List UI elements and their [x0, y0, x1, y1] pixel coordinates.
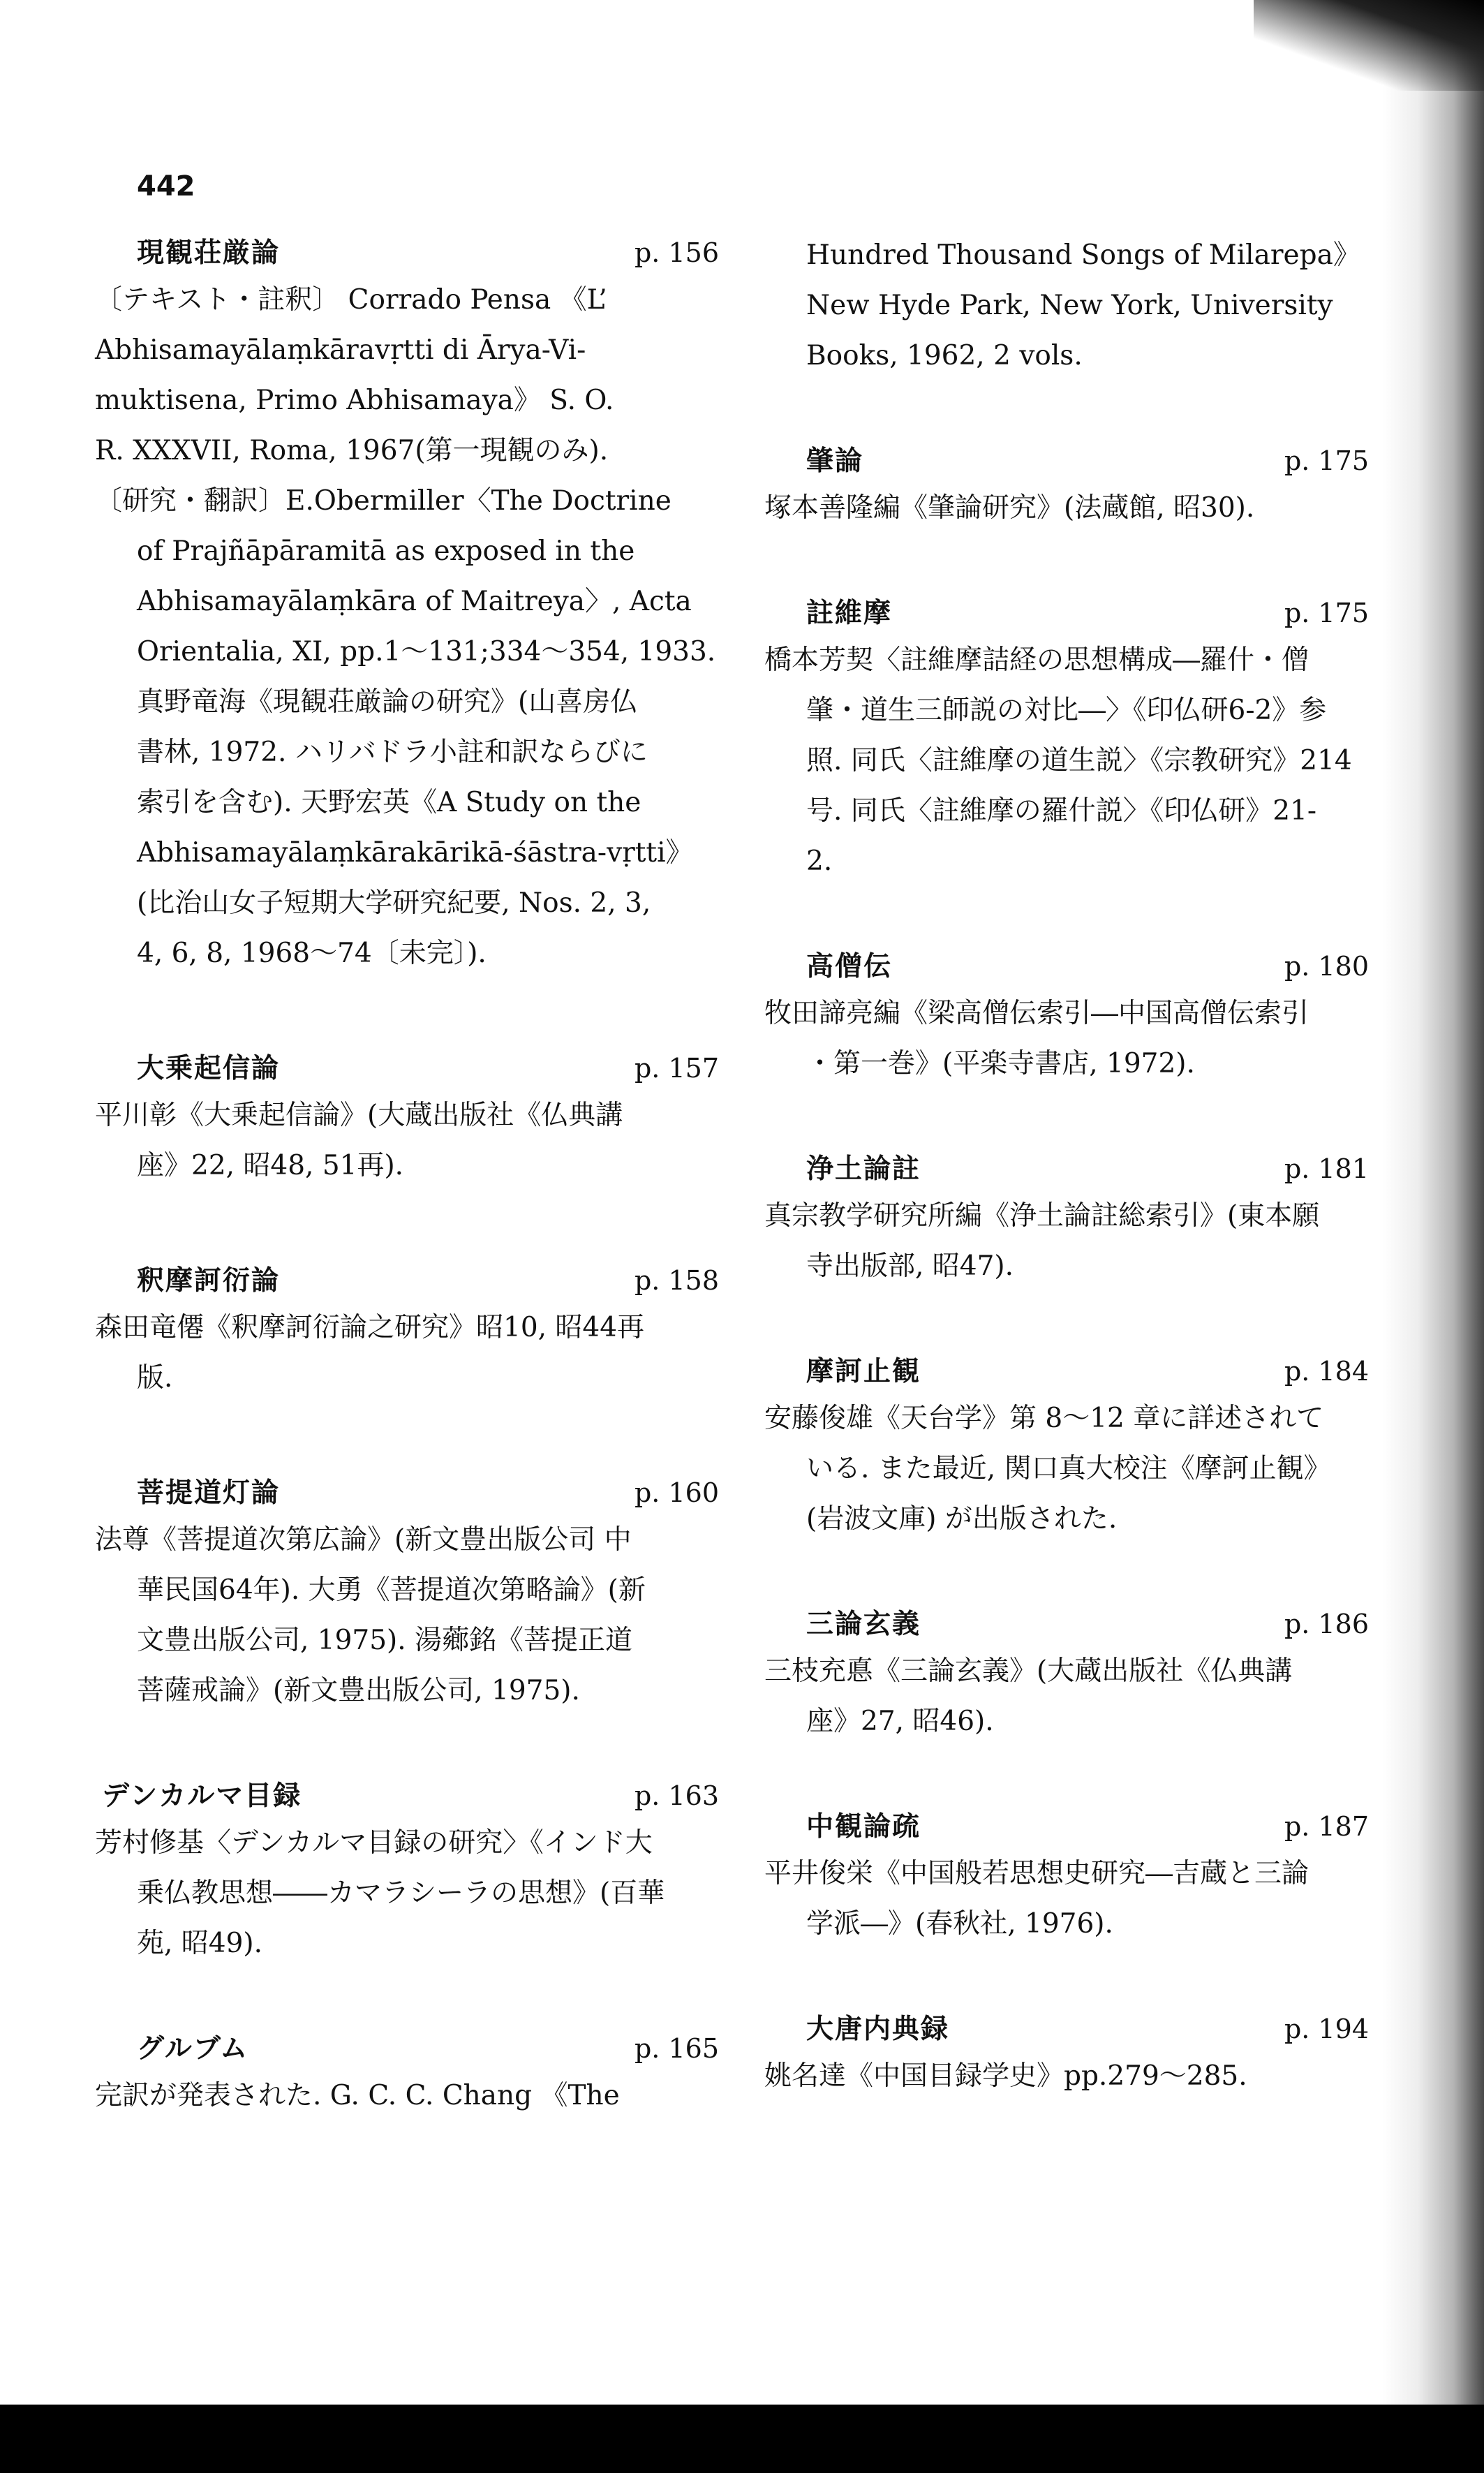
- text-line: Abhisamayālaṃkāravṛtti di Ārya-Vi-: [95, 334, 586, 366]
- entry-heading: [764, 591, 1369, 635]
- entry-title: 中観論疏: [806, 1811, 921, 1843]
- text-line: 寺出版部, 昭47).: [806, 1250, 1014, 1282]
- entry-title: 菩提道灯論: [137, 1477, 281, 1509]
- entry-title: 註維摩: [806, 598, 893, 629]
- entry-heading: [764, 438, 1369, 483]
- entry-heading: [95, 1470, 719, 1515]
- text-line: (岩波文庫) が出版された.: [806, 1503, 1118, 1535]
- entry-paragraph: [764, 483, 1369, 533]
- entry-heading: [764, 1804, 1369, 1849]
- left-column: [95, 230, 719, 2121]
- text-line: 号. 同氏〈註維摩の羅什説〉《印仏研》21-: [806, 795, 1317, 827]
- entry-heading: [95, 1773, 719, 1818]
- entry-shakumakaen-ron: [95, 1258, 719, 1403]
- entry-page-ref: p. 175: [1284, 598, 1369, 628]
- entry-page-ref: p. 184: [1284, 1356, 1369, 1387]
- text-line: 4, 6, 8, 1968〜74〔未完〕).: [137, 938, 487, 969]
- scan-bottom-border: [0, 2405, 1484, 2473]
- entry-heading: [95, 2026, 719, 2071]
- text-line: 2.: [806, 846, 833, 877]
- text-line: 法尊《菩提道次第広論》(新文豊出版公司 中: [95, 1524, 632, 1556]
- entry-daito-naitenroku: [764, 2007, 1369, 2102]
- entry-page-ref: p. 180: [1284, 951, 1369, 982]
- entry-page-ref: p. 163: [634, 1780, 719, 1811]
- entry-paragraph: [764, 1849, 1369, 1949]
- entry-title: デンカルマ目録: [102, 1780, 302, 1812]
- entry-title: 釈摩訶衍論: [137, 1265, 281, 1297]
- text-line: 照. 同氏〈註維摩の道生説〉《宗教研究》214: [806, 745, 1352, 776]
- entry-page-ref: p. 156: [634, 237, 719, 268]
- entry-title: 肇論: [806, 445, 864, 477]
- text-line: R. XXXVII, Roma, 1967(第一現観のみ).: [95, 435, 609, 466]
- entry-chugan-ronsho: [764, 1804, 1369, 1949]
- text-line: 安藤俊雄《天台学》第 8〜12 章に詳述されて: [764, 1403, 1324, 1434]
- text-line: Abhisamayālaṃkārakārikā-śāstra-vṛtti》: [137, 837, 693, 869]
- entry-paragraph: [95, 1818, 719, 1969]
- entry-heading: [764, 1602, 1369, 1646]
- entry-page-ref: p. 175: [1284, 445, 1369, 476]
- entry-title: 大唐内典録: [806, 2014, 950, 2045]
- entry-title: 現観荘厳論: [137, 237, 281, 269]
- entry-title: グルブム: [137, 2033, 249, 2065]
- entry-page-ref: p. 186: [1284, 1609, 1369, 1639]
- entry-heading: [95, 1258, 719, 1303]
- entry-joron: [764, 438, 1369, 533]
- text-line: 肇・道生三師説の対比―〉《印仏研6-2》参: [806, 695, 1327, 726]
- entry-makashikan: [764, 1349, 1369, 1544]
- text-line: 華民国64年). 大勇《菩提道次第略論》(新: [137, 1574, 646, 1606]
- entry-page-ref: p. 165: [634, 2033, 719, 2064]
- entry-paragraph: [764, 2051, 1369, 2102]
- text-line: New Hyde Park, New York, University: [806, 290, 1333, 321]
- text-line: Abhisamayālaṃkāra of Maitreya〉, Acta: [137, 586, 692, 617]
- text-line: 真野竜海《現観荘厳論の研究》(山喜房仏: [137, 686, 638, 718]
- entry-title: 三論玄義: [806, 1609, 921, 1640]
- entry-paragraph: [95, 1091, 719, 1191]
- text-line: 版.: [137, 1362, 173, 1394]
- entry-page-ref: p. 157: [634, 1053, 719, 1084]
- text-line: (比治山女子短期大学研究紀要, Nos. 2, 3,: [137, 887, 651, 919]
- entry-paragraph: [764, 635, 1369, 887]
- text-line: 乗仏教思想――カマラシーラの思想》(百華: [137, 1877, 665, 1909]
- text-line: 菩薩戒論》(新文豊出版公司, 1975).: [137, 1675, 580, 1706]
- text-line: 書林, 1972. ハリバドラ小註和訳ならびに: [137, 737, 648, 768]
- text-line: of Prajñāpāramitā as exposed in the: [137, 536, 635, 567]
- continued-paragraph: [764, 230, 1369, 381]
- entry-koso-den: [764, 944, 1369, 1089]
- entry-title: 高僧伝: [806, 951, 893, 982]
- entry-heading: [764, 1146, 1369, 1191]
- text-line: Hundred Thousand Songs of Milarepa》: [806, 239, 1360, 271]
- text-line: 文豊出版公司, 1975). 湯薌銘《菩提正道: [137, 1625, 633, 1656]
- page-curl-shadow: [1383, 0, 1484, 2473]
- text-line: 牧田諦亮編《梁高僧伝索引―中国高僧伝索引: [764, 998, 1309, 1029]
- entry-genkan-shogon-ron: [95, 230, 719, 979]
- text-line: 芳村修基〈デンカルマ目録の研究〉《インド大: [95, 1827, 653, 1859]
- text-line: 平井俊栄《中国般若思想史研究―吉蔵と三論: [764, 1858, 1309, 1889]
- entry-paragraph: [95, 476, 719, 979]
- text-line: 学派―》(春秋社, 1976).: [806, 1908, 1113, 1940]
- entry-heading: [764, 2007, 1369, 2051]
- text-line: Books, 1962, 2 vols.: [806, 340, 1083, 371]
- entry-paragraph: [95, 1303, 719, 1403]
- entry-page-ref: p. 158: [634, 1265, 719, 1296]
- entry-daijo-kishin-ron: [95, 1046, 719, 1191]
- entry-heading: [764, 1349, 1369, 1394]
- right-column: [764, 230, 1369, 2102]
- page-number: 442: [137, 170, 195, 202]
- text-line: 完訳が発表された. G. C. C. Chang 《The: [95, 2080, 620, 2111]
- entry-chu-yuima: [764, 591, 1369, 887]
- text-line: 平川彰《大乗起信論》(大蔵出版社《仏典講: [95, 1100, 623, 1131]
- entry-paragraph: [95, 2071, 719, 2121]
- text-line: muktisena, Primo Abhisamaya》 S. O.: [95, 385, 614, 416]
- text-line: ・第一巻》(平楽寺書店, 1972).: [806, 1048, 1195, 1079]
- text-line: Orientalia, XI, pp.1〜131;334〜354, 1933.: [137, 636, 716, 667]
- entry-page-ref: p. 181: [1284, 1153, 1369, 1184]
- entry-denkarma-catalog: [95, 1773, 719, 1969]
- entry-jodo-ronchu: [764, 1146, 1369, 1292]
- text-line: 座》22, 昭48, 51再).: [137, 1150, 404, 1181]
- text-line: 姚名達《中国目録学史》pp.279〜285.: [764, 2060, 1247, 2092]
- entry-paragraph: [764, 1394, 1369, 1544]
- entry-paragraph: [95, 275, 719, 476]
- entry-heading: [95, 230, 719, 275]
- entry-gurubum: [95, 2026, 719, 2121]
- text-line: 真宗教学研究所編《浄土論註総索引》(東本願: [764, 1200, 1320, 1232]
- entry-title: 浄土論註: [806, 1153, 921, 1185]
- text-line: 座》27, 昭46).: [806, 1706, 994, 1737]
- entry-paragraph: [764, 1191, 1369, 1292]
- text-line: 森田竜僊《釈摩訶衍論之研究》昭10, 昭44再: [95, 1312, 645, 1343]
- entry-page-ref: p. 194: [1284, 2014, 1369, 2044]
- text-line: 塚本善隆編《肇論研究》(法蔵館, 昭30).: [764, 492, 1255, 524]
- entry-page-ref: p. 160: [634, 1477, 719, 1508]
- entry-paragraph: [95, 1515, 719, 1716]
- text-line: 〔研究・翻訳〕E.Obermiller〈The Doctrine: [95, 485, 671, 517]
- text-line: 索引を含む). 天野宏英《A Study on the: [137, 787, 641, 818]
- text-line: 橋本芳契〈註維摩詰経の思想構成―羅什・僧: [764, 644, 1309, 676]
- entry-heading: [764, 944, 1369, 989]
- entry-paragraph: [764, 1646, 1369, 1747]
- entry-page-ref: p. 187: [1284, 1811, 1369, 1842]
- text-line: 〔テキスト・註釈〕 Corrado Pensa 《L’: [95, 284, 607, 316]
- entry-heading: [95, 1046, 719, 1091]
- entry-bodaido-to-ron: [95, 1470, 719, 1716]
- entry-paragraph: [764, 989, 1369, 1089]
- entry-sanron-gengi: [764, 1602, 1369, 1747]
- text-line: 三枝充悳《三論玄義》(大蔵出版社《仏典講: [764, 1655, 1293, 1687]
- entry-title: 大乗起信論: [137, 1053, 281, 1084]
- text-line: 苑, 昭49).: [137, 1928, 263, 1959]
- page-corner-shadow: [1254, 0, 1484, 91]
- entry-title: 摩訶止観: [806, 1356, 921, 1387]
- text-line: いる. また最近, 関口真大校注《摩訶止観》: [806, 1453, 1331, 1484]
